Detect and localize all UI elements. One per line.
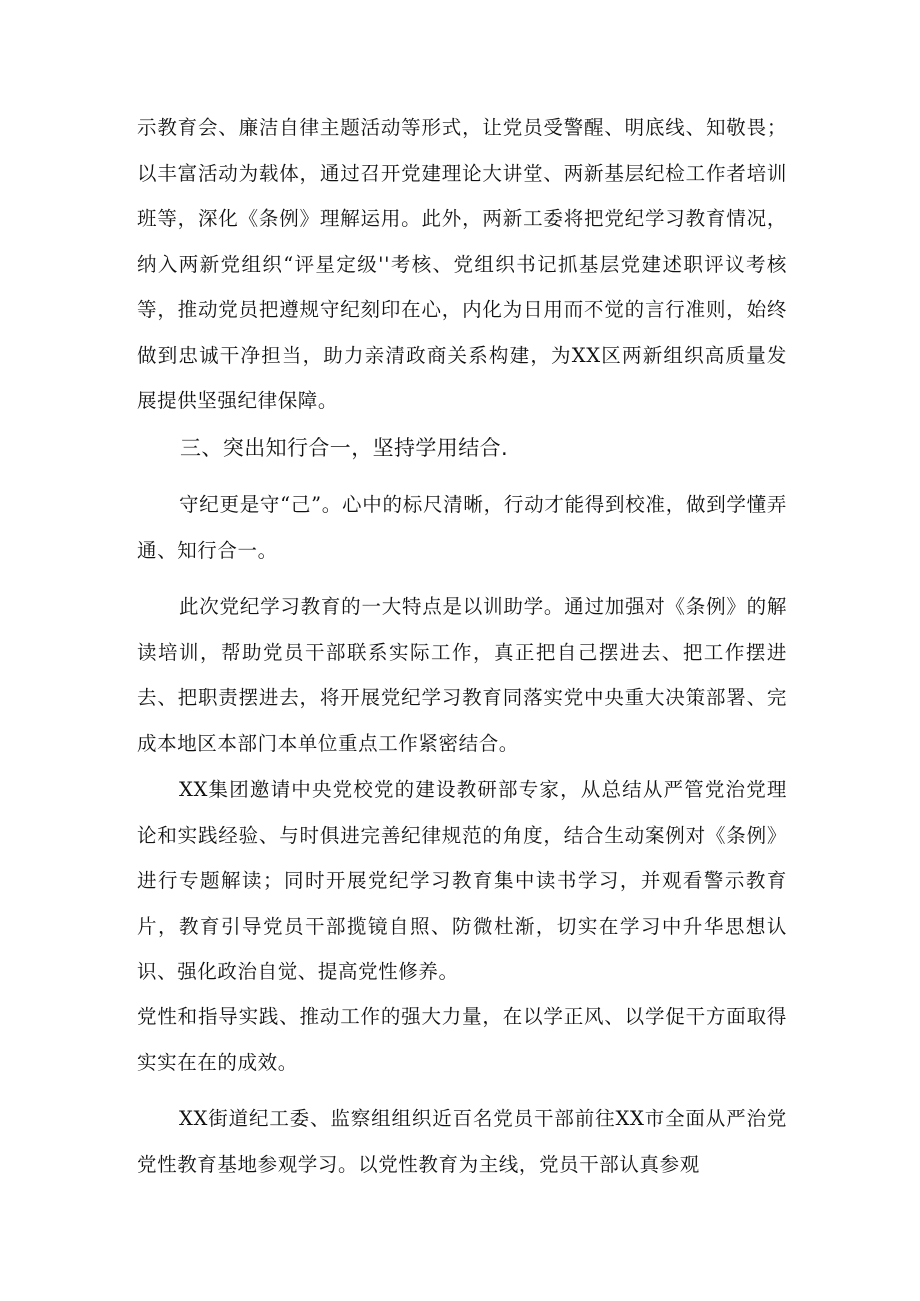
paragraph-continued: 示教育会、廉洁自律主题活动等形式，让党员受警醒、明底线、知敬畏；以丰富活动为载体，通过召开党建理论大讲堂、两新基层纪检工作者培训班等，深化《条例》理解运用。此外，两新工委将把党纪学习教育情况，纳入两新党组织“评星定级''考核、党组织书记抓基层党建述职评议考核等，推动党员把遵规守纪刻印在心，内化为日用而不觉的言行准则，始终做到忠诚干净担当，助力亲清政商关系构建，为XX区两新组织高质量发展提供坚强纪律保障。 [137,116,787,412]
section-heading-3: 三、突出知行合一，坚持学用结合. [180,436,509,460]
paragraph-group-study: XX集团邀请中央党校党的建设教研部专家，从总结从严管党治党理论和实践经验、与时俱进完善纪律规范的角度，结合生动案例对《条例》进行专题解读；同时开展党纪学习教育集中读书学习，并观看警示教育片，教育引导党员干部揽镜自照、防微杜渐，切实在学习中升华思想认识、强化政治自觉、提高党性修养。 [137,778,787,983]
paragraph-self-discipline: 守纪更是守“己”。心中的标尺清晰，行动才能得到校准，做到学懂弄通、知行合一。 [137,493,787,562]
paragraph-training: 此次党纪学习教育的一大特点是以训助学。通过加强对《条例》的解读培训，帮助党员干部联系实际工作，真正把自己摆进去、把工作摆进去、把职责摆进去，将开展党纪学习教育同落实党中央重大决策部署、完成本地区本部门本单位重点工作紧密结合。 [137,595,787,755]
paragraph-street-visit: XX街道纪工委、监察组组织近百名党员干部前往XX市全面从严治党党性教育基地参观学习。以党性教育为主线，党员干部认真参观 [137,1107,787,1176]
paragraph-practice: 党性和指导实践、推动工作的强大力量，在以学正风、以学促干方面取得实实在在的成效。 [137,1005,787,1074]
